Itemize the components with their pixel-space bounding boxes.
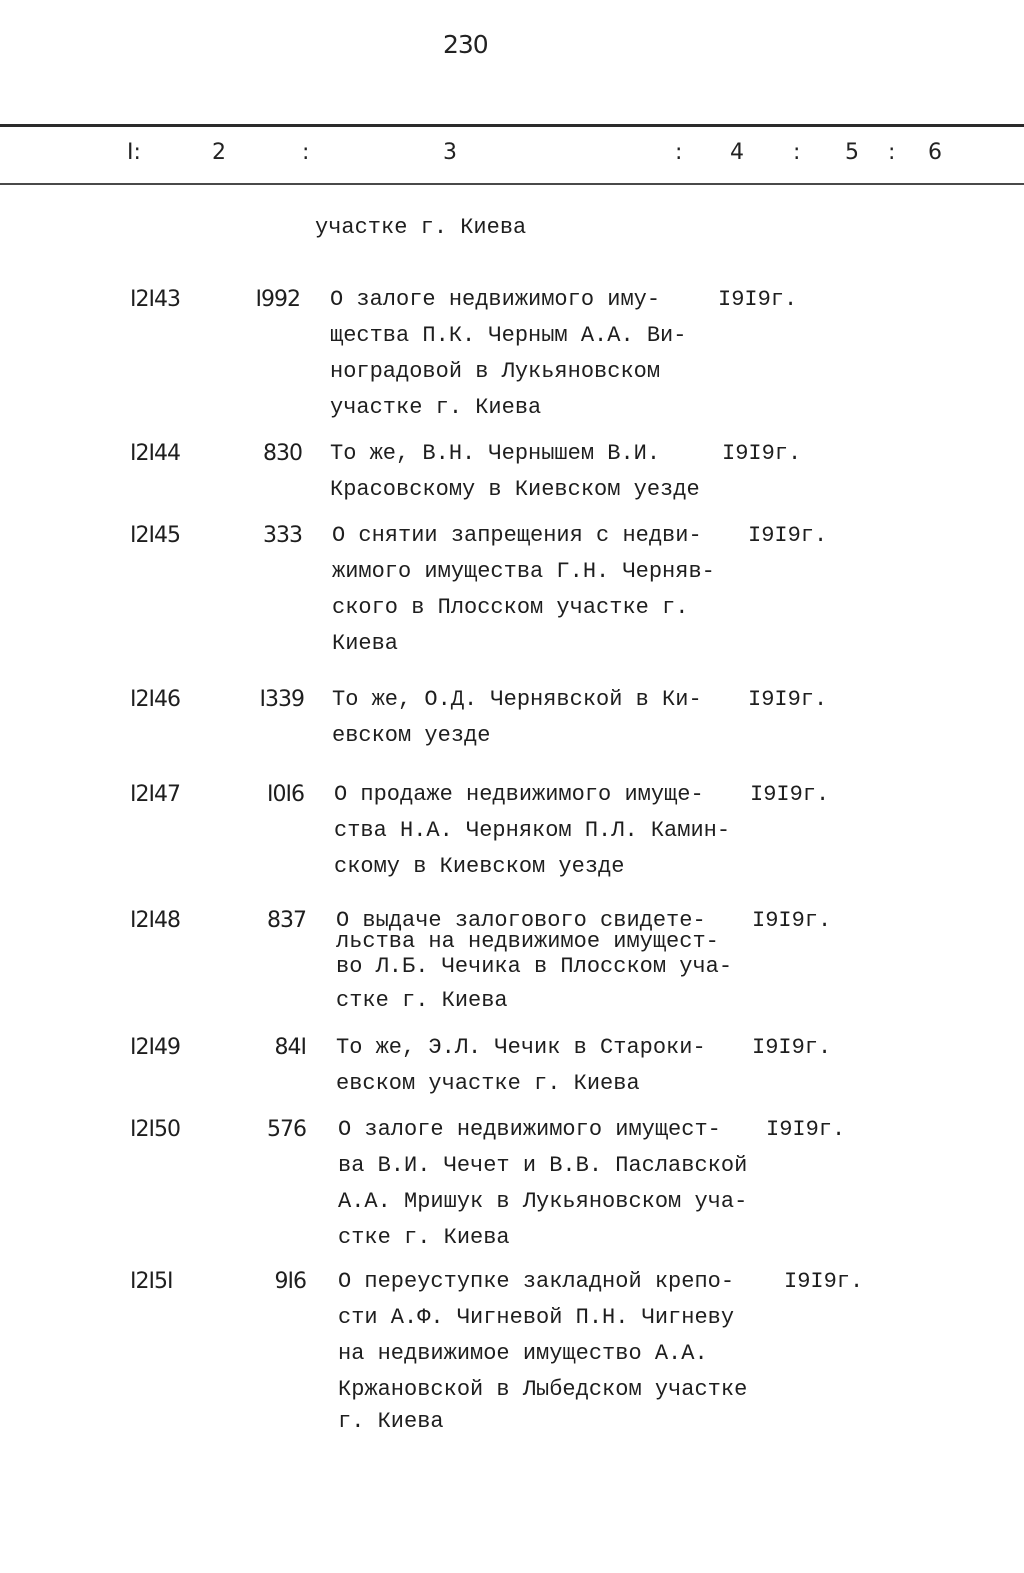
header-separator: : bbox=[793, 140, 801, 165]
description-line: ства Н.А. Черняком П.Л. Камин- bbox=[334, 818, 731, 843]
header-col-2: 2 bbox=[212, 140, 226, 165]
record-year: I9I9г. bbox=[722, 441, 802, 466]
header-col-1: I: bbox=[127, 140, 141, 165]
description-line: ва В.И. Чечет и В.В. Паславской bbox=[338, 1153, 748, 1178]
description-line: То же, О.Д. Чернявской в Ки- bbox=[332, 687, 702, 712]
sheet-count: 333 bbox=[263, 523, 302, 548]
sheet-count: 837 bbox=[267, 908, 306, 933]
record-number: I2I49 bbox=[130, 1035, 180, 1060]
header-bottom-rule bbox=[0, 183, 1024, 185]
description-line: ского в Плосском участке г. bbox=[332, 595, 689, 620]
record-description bbox=[330, 436, 700, 508]
record-number: I2I48 bbox=[130, 908, 180, 933]
record-number: I2I44 bbox=[130, 441, 180, 466]
header-separator: : bbox=[675, 140, 683, 165]
record-number: I2I5I bbox=[130, 1269, 173, 1294]
record-year: I9I9г. bbox=[752, 1035, 832, 1060]
description-line: То же, Э.Л. Чечик в Староки- bbox=[336, 1035, 706, 1060]
record-description bbox=[338, 1264, 747, 1436]
sheet-count: 84I bbox=[274, 1035, 306, 1060]
description-line: стке г. Киева bbox=[336, 988, 508, 1013]
description-line: О залоге недвижимого иму- bbox=[330, 287, 661, 312]
sheet-count: 576 bbox=[267, 1117, 306, 1142]
record-year: I9I9г. bbox=[766, 1117, 846, 1142]
record-year: I9I9г. bbox=[750, 782, 830, 807]
sheet-count: 9I6 bbox=[274, 1269, 306, 1294]
header-separator: : bbox=[302, 140, 310, 165]
header-col-4: 4 bbox=[730, 140, 744, 165]
sheet-count: I0I6 bbox=[267, 782, 304, 807]
page-number: 230 bbox=[443, 30, 488, 59]
record-description bbox=[332, 518, 715, 662]
record-year: I9I9г. bbox=[784, 1269, 864, 1294]
description-line: Киева bbox=[332, 631, 399, 656]
header-top-rule bbox=[0, 124, 1024, 127]
description-line: жимого имущества Г.Н. Черняв- bbox=[332, 559, 715, 584]
record-description bbox=[336, 903, 732, 1019]
record-number: I2I46 bbox=[130, 687, 180, 712]
description-line: евском участке г. Киева bbox=[336, 1071, 640, 1096]
description-line: скому в Киевском уезде bbox=[334, 854, 625, 879]
description-line: То же, В.Н. Чернышем В.И. bbox=[330, 441, 661, 466]
table-header-row bbox=[0, 140, 1024, 176]
description-line: евском уезде bbox=[332, 723, 491, 748]
record-number: I2I47 bbox=[130, 782, 180, 807]
record-year: I9I9г. bbox=[748, 523, 828, 548]
header-separator: : bbox=[888, 140, 896, 165]
description-line: Кржановской в Лыбедском участке bbox=[338, 1377, 748, 1402]
description-line: льства на недвижимое имущест- bbox=[336, 929, 719, 954]
description-line: О залоге недвижимого имущест- bbox=[338, 1117, 721, 1142]
record-description bbox=[332, 682, 702, 754]
description-line: на недвижимое имущество А.А. bbox=[338, 1341, 708, 1366]
record-number: I2I50 bbox=[130, 1117, 180, 1142]
description-line: ноградовой в Лукьяновском bbox=[330, 359, 661, 384]
record-description bbox=[338, 1112, 747, 1256]
description-line: щества П.К. Черным А.А. Ви- bbox=[330, 323, 687, 348]
record-description bbox=[330, 282, 686, 426]
record-description bbox=[336, 1030, 706, 1102]
description-line: А.А. Мришук в Лукьяновском уча- bbox=[338, 1189, 748, 1214]
description-line: О снятии запрещения с недви- bbox=[332, 523, 702, 548]
record-year: I9I9г. bbox=[752, 908, 832, 933]
description-line: О выдаче залогового свидете- bbox=[336, 908, 706, 933]
description-line: стке г. Киева bbox=[338, 1225, 510, 1250]
description-line: О продаже недвижимого имуще- bbox=[334, 782, 704, 807]
record-number: I2I45 bbox=[130, 523, 180, 548]
header-col-3: 3 bbox=[443, 140, 457, 165]
header-col-6: 6 bbox=[928, 140, 942, 165]
description-line: г. Киева bbox=[338, 1409, 444, 1434]
record-year: I9I9г. bbox=[748, 687, 828, 712]
record-year: I9I9г. bbox=[718, 287, 798, 312]
sheet-count: I339 bbox=[259, 687, 304, 712]
description-line: сти А.Ф. Чигневой П.Н. Чигневу bbox=[338, 1305, 735, 1330]
description-line: во Л.Б. Чечика в Плосском уча- bbox=[336, 954, 733, 979]
description-line: О переуступке закладной крепо- bbox=[338, 1269, 735, 1294]
sheet-count: I992 bbox=[255, 287, 300, 312]
record-number: I2I43 bbox=[130, 287, 180, 312]
header-col-5: 5 bbox=[845, 140, 859, 165]
description-line: Красовскому в Киевском уезде bbox=[330, 477, 700, 502]
sheet-count: 830 bbox=[263, 441, 302, 466]
continuation-text: участке г. Киева bbox=[315, 215, 527, 240]
description-line: участке г. Киева bbox=[330, 395, 542, 420]
record-description bbox=[334, 777, 730, 885]
